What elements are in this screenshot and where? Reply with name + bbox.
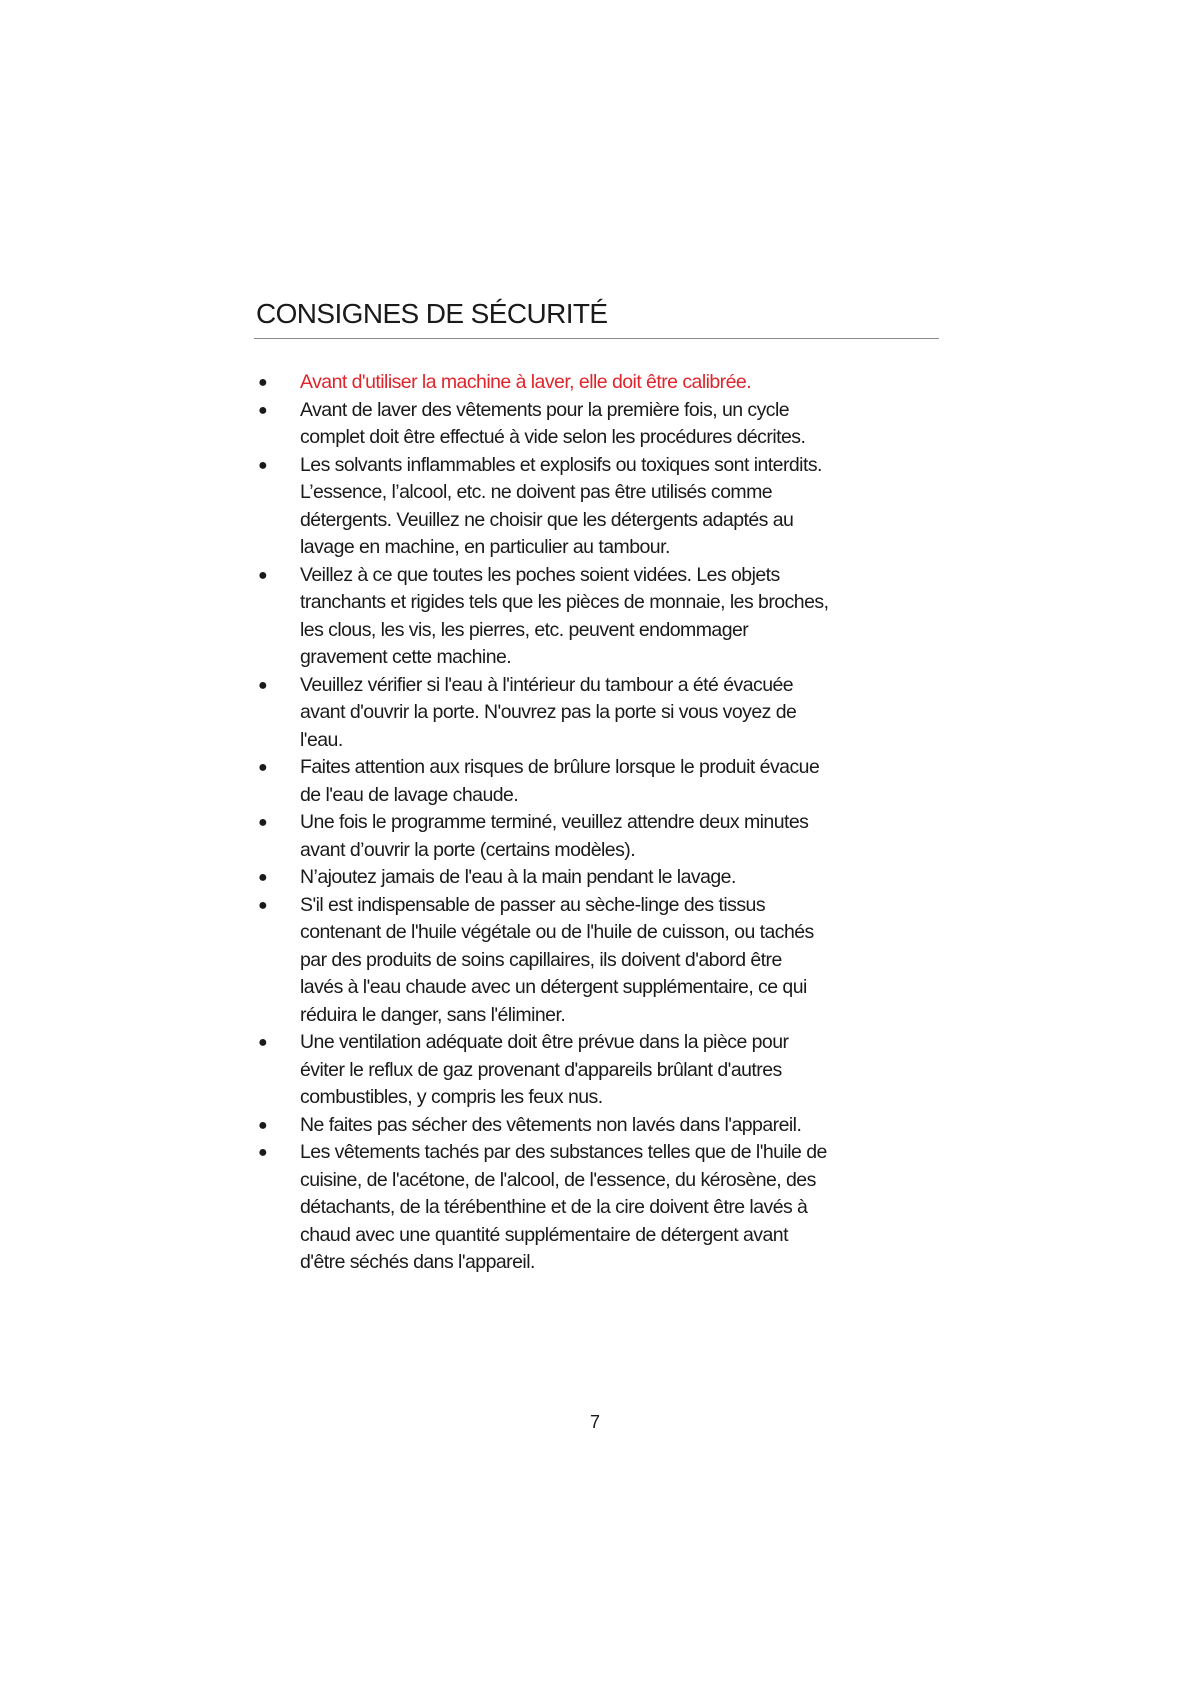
list-item-text-line: complet doit être effectué à vide selon les procédures décrites. — [300, 426, 806, 448]
list-item-text-line: lavés à l'eau chaude avec un détergent supplémentaire, ce qui — [300, 976, 807, 998]
list-item — [256, 864, 956, 892]
list-item-text-line: Avant d'utiliser la machine à laver, elle doit être calibrée. — [300, 371, 752, 393]
list-item-text-line: chaud avec une quantité supplémentaire de détergent avant — [300, 1223, 788, 1246]
bullet-icon: ● — [258, 401, 268, 419]
bullet-icon: ● — [258, 1144, 268, 1161]
title-divider — [254, 338, 939, 339]
list-item-text-line: S'il est indispensable de passer au sèche-linge des tissus — [300, 893, 766, 916]
list-item-text-line: N’ajoutez jamais de l'eau à la main pendant le lavage. — [300, 866, 736, 888]
bullet-icon: ● — [258, 676, 268, 694]
safety-instructions-list — [256, 369, 956, 1277]
list-item — [256, 754, 956, 809]
list-item-text-line: l'eau. — [300, 728, 343, 751]
list-item — [256, 1029, 956, 1112]
page-number: 7 — [590, 1412, 601, 1432]
list-item-text-line: lavage en machine, en particulier au tambour. — [300, 536, 670, 558]
list-item-text-line: Ne faites pas sécher des vêtements non lavés dans l'appareil. — [300, 1113, 802, 1136]
bullet-icon: ● — [258, 1034, 268, 1051]
list-item — [256, 809, 956, 864]
list-item — [256, 1112, 956, 1140]
list-item-text-line: combustibles, y compris les feux nus. — [300, 1086, 603, 1108]
bullet-icon: ● — [258, 896, 268, 914]
list-item-text-line: Veuillez vérifier si l'eau à l'intérieur du tambour a été évacuée — [300, 673, 794, 696]
list-item-text-line: avant d’ouvrir la porte (certains modèles). — [300, 838, 636, 861]
list-item-text-line: éviter le reflux de gaz provenant d'appareils brûlant d'autres — [300, 1058, 782, 1081]
list-item — [256, 452, 956, 562]
bullet-icon: ● — [258, 759, 268, 776]
list-item-text-line: contenant de l'huile végétale ou de l'huile de cuisson, ou tachés — [300, 921, 814, 943]
bullet-icon: ● — [258, 456, 268, 474]
bullet-icon: ● — [258, 374, 268, 391]
list-item-text-line: Faites attention aux risques de brûlure lorsque le produit évacue — [300, 756, 820, 778]
list-item-text-line: Les solvants inflammables et explosifs ou toxiques sont interdits. — [300, 453, 822, 476]
list-item-warning — [256, 369, 956, 397]
list-item — [256, 1139, 956, 1277]
list-item-text-line: cuisine, de l'acétone, de l'alcool, de l'essence, du kérosène, des — [300, 1168, 816, 1191]
list-item-text-line: détergents. Veuillez ne choisir que les détergents adaptés au — [300, 508, 794, 531]
list-item-text-line: Avant de laver des vêtements pour la première fois, un cycle — [300, 398, 790, 421]
list-item-text-line: L’essence, l’alcool, etc. ne doivent pas être utilisés comme — [300, 481, 773, 503]
list-item-text-line: par des produits de soins capillaires, ils doivent d'abord être — [300, 948, 782, 971]
list-item-text-line: les clous, les vis, les pierres, etc. peuvent endommager — [300, 618, 749, 641]
bullet-icon: ● — [258, 1116, 268, 1134]
list-item-text-line: Une fois le programme terminé, veuillez attendre deux minutes — [300, 811, 809, 833]
list-item-text-line: gravement cette machine. — [300, 646, 512, 668]
list-item — [256, 892, 956, 1030]
list-item-text-line: Une ventilation adéquate doit être prévue dans la pièce pour — [300, 1031, 789, 1053]
list-item — [256, 397, 956, 452]
bullet-icon: ● — [258, 814, 268, 831]
list-item-text-line: Veillez à ce que toutes les poches soient vidées. Les objets — [300, 563, 780, 586]
bullet-icon: ● — [258, 869, 268, 886]
list-item-text-line: réduira le danger, sans l'éliminer. — [300, 1003, 566, 1026]
list-item-text-line: d'être séchés dans l'appareil. — [300, 1251, 535, 1273]
list-item-text-line: Les vêtements tachés par des substances telles que de l'huile de — [300, 1141, 827, 1163]
list-item-text-line: avant d'ouvrir la porte. N'ouvrez pas la porte si vous voyez de — [300, 701, 797, 723]
list-item-text-line: de l'eau de lavage chaude. — [300, 783, 519, 806]
bullet-icon: ● — [258, 566, 268, 584]
list-item — [256, 672, 956, 755]
list-item-text-line: tranchants et rigides tels que les pièces de monnaie, les broches, — [300, 591, 829, 613]
list-item — [256, 562, 956, 672]
section-title: CONSIGNES DE SÉCURITÉ — [256, 298, 608, 329]
list-item-text-line: détachants, de la térébenthine et de la cire doivent être lavés à — [300, 1196, 808, 1218]
